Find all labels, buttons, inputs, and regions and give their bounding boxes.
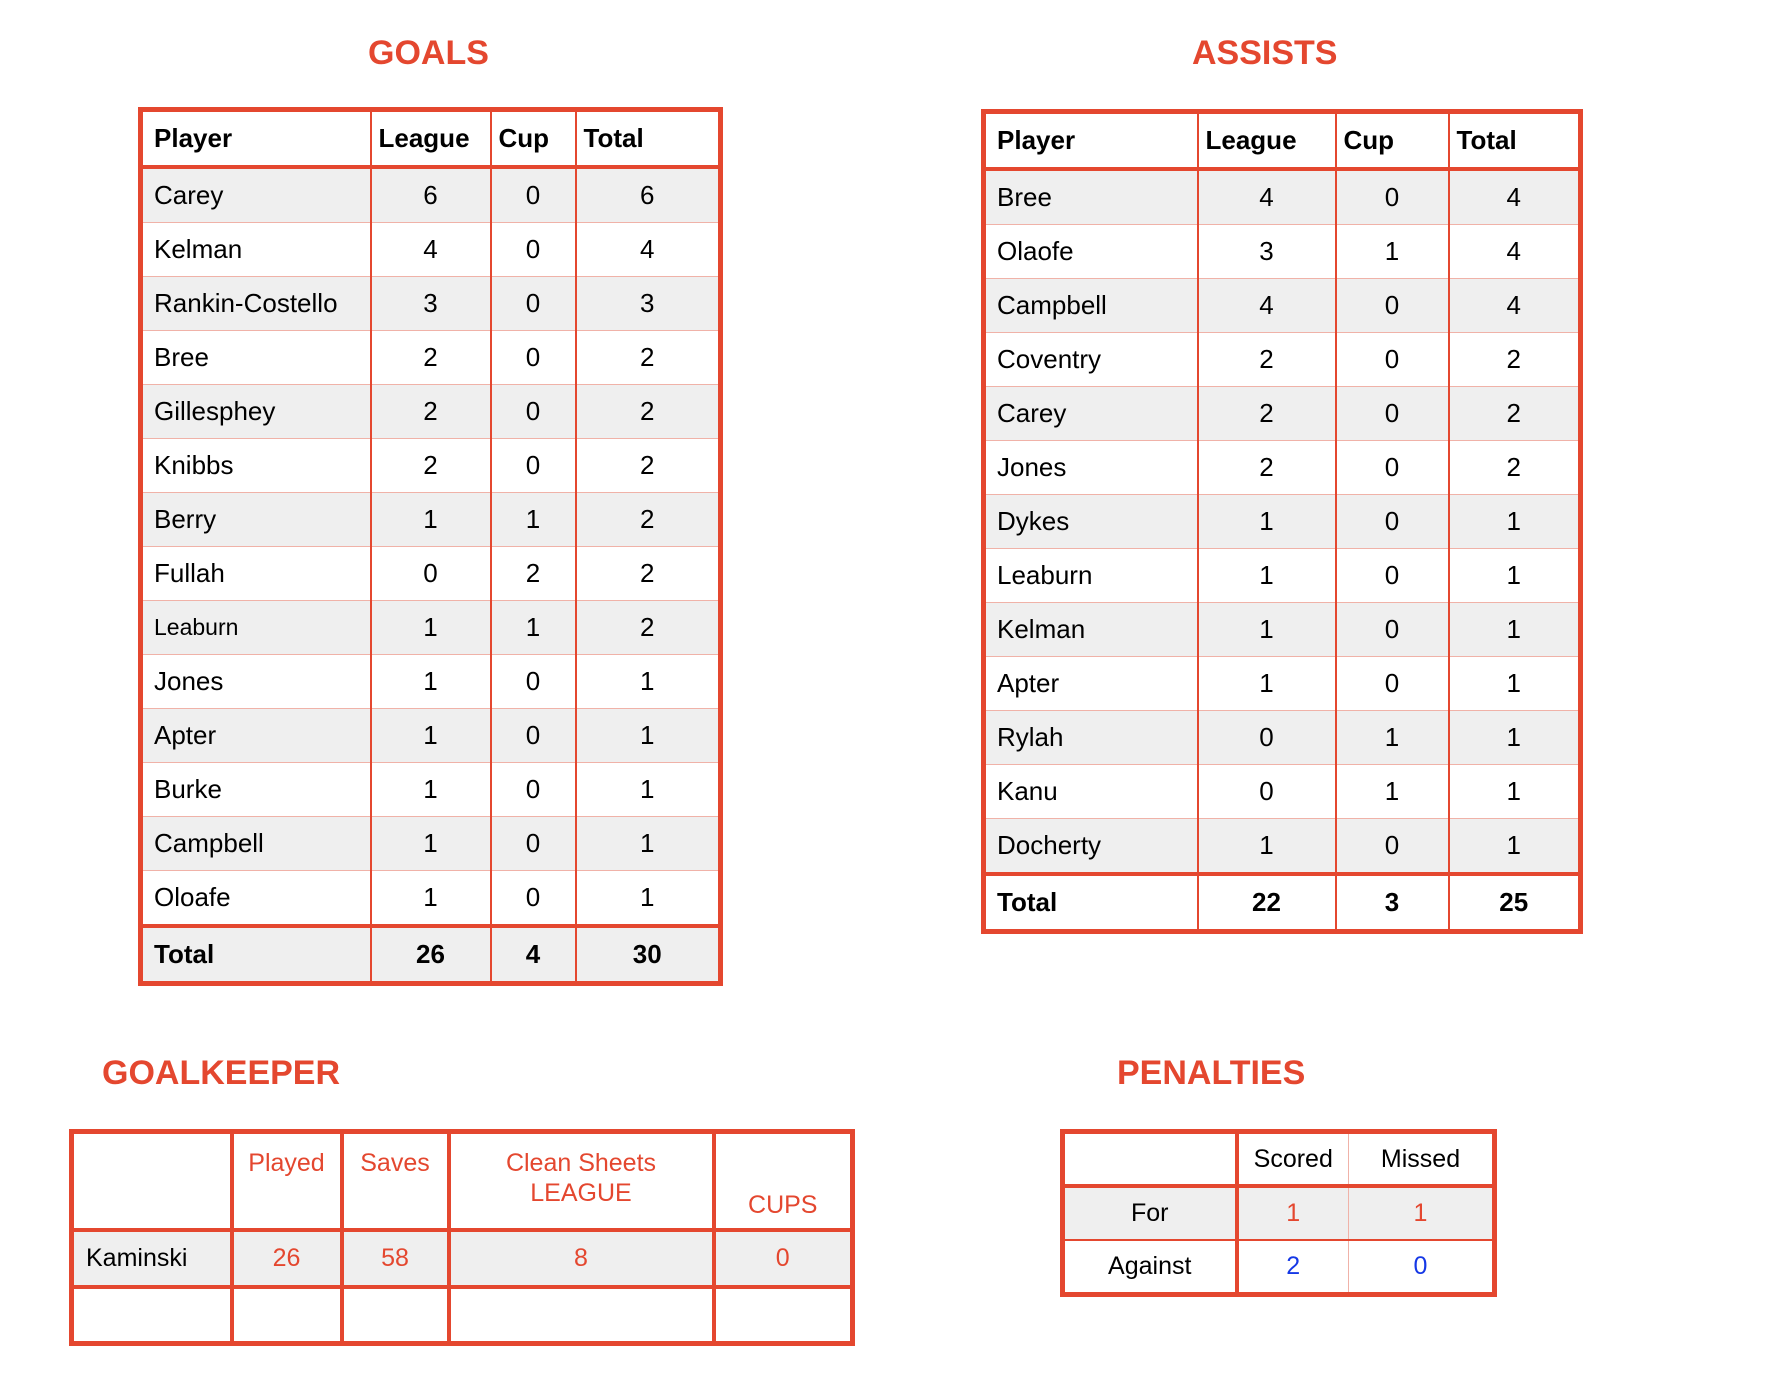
table-row: [141, 493, 721, 547]
penalties-table: [1060, 1129, 1497, 1297]
column-header-saves: Saves: [342, 1132, 449, 1231]
league-goals: 2: [371, 331, 491, 385]
cup-goals: 0: [491, 709, 576, 763]
total-cup-goals: 4: [491, 926, 576, 984]
player-name: Kelman: [141, 223, 371, 277]
cup-assists: 1: [1336, 711, 1449, 765]
total-assists: 1: [1449, 819, 1581, 875]
player-name: Bree: [984, 169, 1198, 225]
player-name: Knibbs: [141, 439, 371, 493]
total-goals: 1: [576, 871, 721, 927]
cup-goals: 0: [491, 439, 576, 493]
player-name: Docherty: [984, 819, 1198, 875]
table-row: [984, 711, 1581, 765]
table-row: [984, 657, 1581, 711]
player-name: Carey: [141, 167, 371, 223]
assists-title: ASSISTS: [1192, 34, 1338, 72]
table-row: [141, 385, 721, 439]
table-row: [984, 279, 1581, 333]
cup-goals: 1: [491, 493, 576, 547]
league-goals: 2: [371, 439, 491, 493]
goals-header-row: [141, 110, 721, 168]
empty-header-cell: [1063, 1132, 1237, 1187]
table-row: [72, 1230, 853, 1287]
league-goals: 1: [371, 493, 491, 547]
total-league-goals: 26: [371, 926, 491, 984]
table-row: [984, 603, 1581, 657]
table-row: [141, 331, 721, 385]
saves-count: 58: [342, 1230, 449, 1287]
goals-title: GOALS: [368, 34, 489, 72]
cup-assists: 0: [1336, 549, 1449, 603]
assists-header-row: [984, 112, 1581, 170]
table-row: [984, 441, 1581, 495]
player-name: Campbell: [141, 817, 371, 871]
total-assists: 1: [1449, 657, 1581, 711]
total-assists: 4: [1449, 225, 1581, 279]
cup-assists: 0: [1336, 819, 1449, 875]
table-row: [141, 871, 721, 927]
player-name: Coventry: [984, 333, 1198, 387]
total-label: Total: [141, 926, 371, 984]
cup-goals: 0: [491, 277, 576, 331]
cup-goals: 2: [491, 547, 576, 601]
penalties-against-scored: 2: [1237, 1240, 1349, 1295]
cup-goals: 0: [491, 331, 576, 385]
league-goals: 4: [371, 223, 491, 277]
total-goals: 2: [576, 493, 721, 547]
cup-goals: 0: [491, 871, 576, 927]
cup-goals: 0: [491, 167, 576, 223]
player-name: Burke: [141, 763, 371, 817]
cup-assists: 0: [1336, 441, 1449, 495]
goalkeeper-table: [69, 1129, 855, 1346]
cup-assists: 0: [1336, 279, 1449, 333]
table-row: [984, 333, 1581, 387]
player-name: Kanu: [984, 765, 1198, 819]
column-header-league: League: [1198, 112, 1336, 170]
clean-sheets-cups: 0: [714, 1230, 853, 1287]
total-assists: 1: [1449, 603, 1581, 657]
total-assists: 4: [1449, 169, 1581, 225]
total-goals: 1: [576, 709, 721, 763]
player-name: Dykes: [984, 495, 1198, 549]
table-row: [141, 277, 721, 331]
total-assists: 1: [1449, 711, 1581, 765]
table-row: [141, 601, 721, 655]
assists-total-row: [984, 874, 1581, 932]
total-cup-assists: 3: [1336, 874, 1449, 932]
table-row: [984, 169, 1581, 225]
player-name: Leaburn: [141, 601, 371, 655]
cup-assists: 1: [1336, 765, 1449, 819]
column-header-total: Total: [1449, 112, 1581, 170]
player-name: Rankin-Costello: [141, 277, 371, 331]
table-row: [141, 439, 721, 493]
total-all-goals: 30: [576, 926, 721, 984]
player-name: Jones: [984, 441, 1198, 495]
table-row: [141, 763, 721, 817]
games-played: 26: [232, 1230, 342, 1287]
assists-table: [981, 109, 1583, 934]
total-league-assists: 22: [1198, 874, 1336, 932]
empty-row: [72, 1287, 853, 1344]
total-assists: 2: [1449, 387, 1581, 441]
penalties-against-missed: 0: [1349, 1240, 1495, 1295]
column-header-played: Played: [232, 1132, 342, 1231]
cup-assists: 0: [1336, 387, 1449, 441]
league-assists: 1: [1198, 549, 1336, 603]
table-row: [141, 167, 721, 223]
league-goals: 3: [371, 277, 491, 331]
table-row: [141, 547, 721, 601]
player-name: Carey: [984, 387, 1198, 441]
penalties-header-row: [1063, 1132, 1495, 1187]
player-name: Oloafe: [154, 882, 231, 912]
penalties-title: PENALTIES: [1117, 1054, 1306, 1092]
column-header-league: League: [371, 110, 491, 168]
column-header-player: Player: [141, 110, 371, 168]
column-header-missed: Missed: [1349, 1132, 1495, 1187]
league-goals: 6: [371, 167, 491, 223]
total-goals: 6: [576, 167, 721, 223]
player-name: Berry: [141, 493, 371, 547]
total-goals: 4: [576, 223, 721, 277]
table-row: [141, 655, 721, 709]
table-row: [1063, 1240, 1495, 1295]
total-label: Total: [984, 874, 1198, 932]
total-assists: 1: [1449, 765, 1581, 819]
table-row: [984, 495, 1581, 549]
player-name: Kelman: [984, 603, 1198, 657]
league-goals: 1: [371, 709, 491, 763]
table-row: [141, 709, 721, 763]
table-row: [984, 765, 1581, 819]
league-goals: 0: [371, 547, 491, 601]
clean-sheets-league: 8: [449, 1230, 714, 1287]
cup-assists: 0: [1336, 657, 1449, 711]
league-assists: 4: [1198, 169, 1336, 225]
total-goals: 2: [576, 547, 721, 601]
table-row: [141, 817, 721, 871]
league-goals: 1: [371, 601, 491, 655]
table-row: [984, 225, 1581, 279]
total-assists: 4: [1449, 279, 1581, 333]
player-name: Rylah: [984, 711, 1198, 765]
player-name: Bree: [141, 331, 371, 385]
column-header-cup: Cup: [1336, 112, 1449, 170]
penalties-for-scored: 1: [1237, 1186, 1349, 1240]
total-goals: 2: [576, 439, 721, 493]
total-all-assists: 25: [1449, 874, 1581, 932]
league-goals: 1: [371, 655, 491, 709]
player-name: Jones: [141, 655, 371, 709]
player-name: Gillesphey: [141, 385, 371, 439]
clean-sheets-league-label: LEAGUE: [530, 1179, 632, 1207]
league-assists: 2: [1198, 441, 1336, 495]
total-goals: 3: [576, 277, 721, 331]
row-label-for: For: [1063, 1186, 1237, 1240]
empty-header-cell: [72, 1132, 232, 1231]
player-name: Leaburn: [984, 549, 1198, 603]
total-goals: 1: [576, 655, 721, 709]
table-row: [984, 819, 1581, 875]
league-assists: 1: [1198, 657, 1336, 711]
league-assists: 1: [1198, 819, 1336, 875]
goalkeeper-header-row: [72, 1132, 853, 1231]
table-row: [984, 549, 1581, 603]
cup-assists: 1: [1336, 225, 1449, 279]
cup-assists: 0: [1336, 169, 1449, 225]
player-name: Apter: [984, 657, 1198, 711]
cup-assists: 0: [1336, 603, 1449, 657]
league-goals: 1: [371, 763, 491, 817]
cup-goals: 0: [491, 655, 576, 709]
table-row: [141, 223, 721, 277]
total-assists: 1: [1449, 549, 1581, 603]
column-header-total: Total: [576, 110, 721, 168]
league-assists: 2: [1198, 333, 1336, 387]
league-assists: 0: [1198, 711, 1336, 765]
column-header-cups: CUPS: [714, 1132, 853, 1231]
total-assists: 2: [1449, 441, 1581, 495]
cup-goals: 0: [491, 763, 576, 817]
league-goals: 1: [371, 871, 491, 927]
league-assists: 1: [1198, 495, 1336, 549]
league-assists: 4: [1198, 279, 1336, 333]
cup-goals: 0: [491, 223, 576, 277]
league-assists: 3: [1198, 225, 1336, 279]
player-name: Apter: [141, 709, 371, 763]
goals-table: [138, 107, 723, 986]
league-assists: 1: [1198, 603, 1336, 657]
column-header-player: Player: [984, 112, 1198, 170]
total-goals: 2: [576, 385, 721, 439]
penalties-for-missed: 1: [1349, 1186, 1495, 1240]
league-assists: 0: [1198, 765, 1336, 819]
total-assists: 2: [1449, 333, 1581, 387]
cup-assists: 0: [1336, 495, 1449, 549]
cup-goals: 1: [491, 601, 576, 655]
goals-total-row: [141, 926, 721, 984]
total-assists: 1: [1449, 495, 1581, 549]
league-assists: 2: [1198, 387, 1336, 441]
total-goals: 2: [576, 601, 721, 655]
row-label-against: Against: [1108, 1252, 1192, 1280]
table-row: [984, 387, 1581, 441]
goalkeeper-title: GOALKEEPER: [102, 1054, 341, 1092]
player-name: Olaofe: [984, 225, 1198, 279]
player-name: Campbell: [984, 279, 1198, 333]
league-goals: 2: [371, 385, 491, 439]
total-goals: 1: [576, 763, 721, 817]
column-header-scored: Scored: [1237, 1132, 1349, 1187]
column-header-clean-sheets: [449, 1132, 714, 1231]
cup-goals: 0: [491, 385, 576, 439]
cup-assists: 0: [1336, 333, 1449, 387]
league-goals: 1: [371, 817, 491, 871]
cup-goals: 0: [491, 817, 576, 871]
table-row: [1063, 1186, 1495, 1240]
clean-sheets-label: Clean Sheets: [505, 1149, 657, 1177]
goalkeeper-name: Kaminski: [72, 1230, 232, 1287]
total-goals: 1: [576, 817, 721, 871]
total-goals: 2: [576, 331, 721, 385]
player-name: Fullah: [141, 547, 371, 601]
column-header-cup: Cup: [491, 110, 576, 168]
